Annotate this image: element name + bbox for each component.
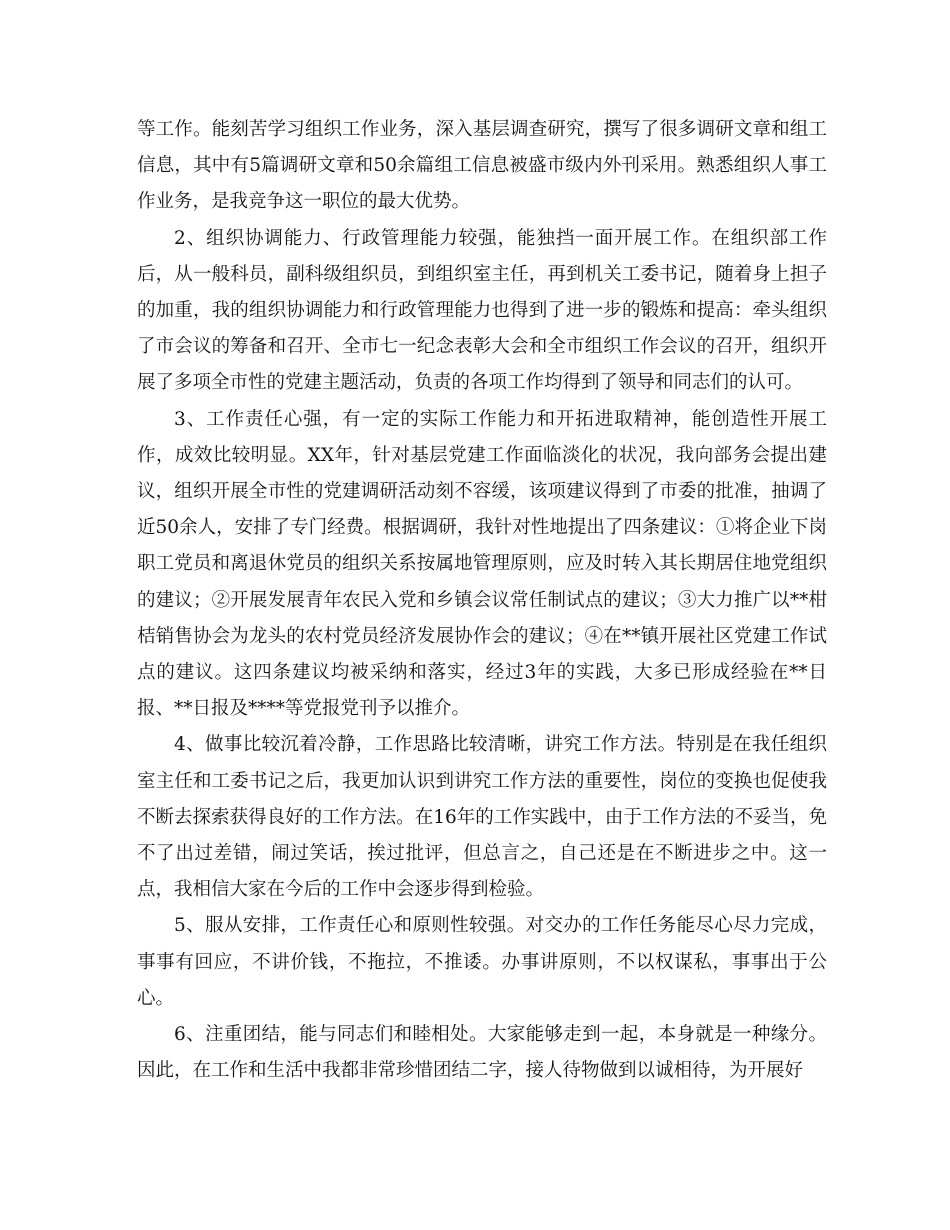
paragraph-item-3: 3、工作责任心强，有一定的实际工作能力和开拓进取精神，能创造性开展工作，成效比较明显。XX年，针对基层党建工作面临淡化的状况，我向部务会提出建议，组织开展全市性的党建调研活动刻不容缓，该项建议得到了市委的批准，抽调了近50余人，安排了专门经费。根据调研，我针对性地提出了四条建议：①将企业下岗职工党员和离退休党员的组织关系按属地管理原则，应及时转入其长期居住地党组织的建议；②开展发展青年农民入党和乡镇会议常任制试点的建议；③大力推广以**柑桔销售协会为龙头的农村党员经济发展协作会的建议；④在**镇开展社区党建工作试点的建议。这四条建议均被采纳和落实，经过3年的实践，大多已形成经验在**日报、**日报及****等党报党刊予以推介。 <box>137 408 827 720</box>
document-body <box>137 112 827 1089</box>
paragraph-item-6: 6、注重团结，能与同志们和睦相处。大家能够走到一起，本身就是一种缘分。因此，在工作和生活中我都非常珍惜团结二字，接人待物做到以诚相待，为开展好 <box>137 1024 827 1082</box>
paragraph-continuation: 等工作。能刻苦学习组织工作业务，深入基层调查研究，撰写了很多调研文章和组工信息，其中有5篇调研文章和50余篇组工信息被盛市级内外刊采用。熟悉组织人事工作业务，是我竞争这一职位的最大优势。 <box>137 119 827 213</box>
paragraph-item-5: 5、服从安排，工作责任心和原则性较强。对交办的工作任务能尽心尽力完成，事事有回应，不讲价钱，不拖拉，不推诿。办事讲原则，不以权谋私，事事出于公心。 <box>137 915 827 1009</box>
paragraph-item-4: 4、做事比较沉着冷静，工作思路比较清晰，讲究工作方法。特别是在我任组织室主任和工委书记之后，我更加认识到讲究工作方法的重要性，岗位的变换也促使我不断去探索获得良好的工作方法。在16年的工作实践中，由于工作方法的不妥当，免不了出过差错，闹过笑话，挨过批评，但总言之，自己还是在不断进步之中。这一点，我相信大家在今后的工作中会逐步得到检验。 <box>137 734 827 901</box>
paragraph-item-2: 2、组织协调能力、行政管理能力较强，能独挡一面开展工作。在组织部工作后，从一般科员，副科级组织员，到组织室主任，再到机关工委书记，随着身上担子的加重，我的组织协调能力和行政管理能力也得到了进一步的锻炼和提高：牵头组织了市会议的筹备和召开、全市七一纪念表彰大会和全市组织工作会议的召开，组织开展了多项全市性的党建主题活动，负责的各项工作均得到了领导和同志们的认可。 <box>137 227 827 394</box>
